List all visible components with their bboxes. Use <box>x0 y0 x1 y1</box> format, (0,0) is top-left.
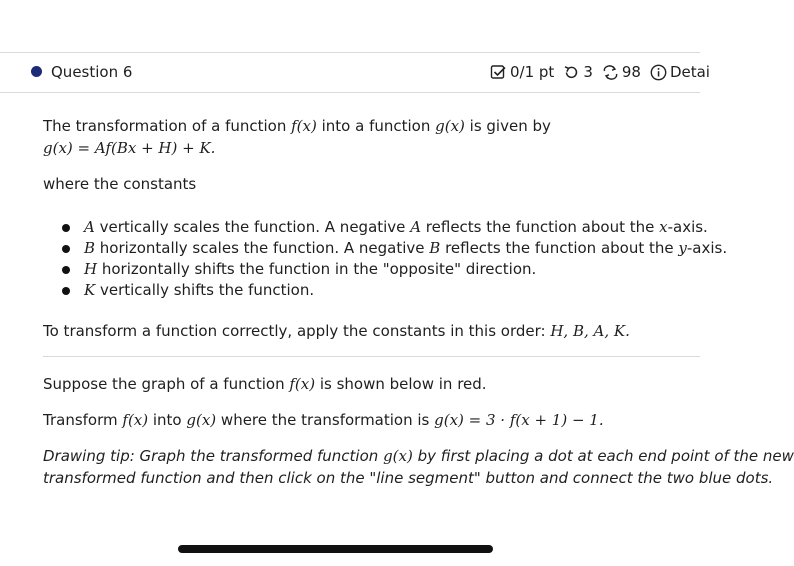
bullet-a-text-a: vertically scales the function. A negative <box>94 218 411 236</box>
problem-line-1 <box>43 374 487 395</box>
problem-text-a: Suppose the graph of a function <box>43 375 290 393</box>
bullet-dot-b <box>62 245 70 253</box>
order-sequence: H, B, A, K. <box>550 322 630 340</box>
bullet-k-text: vertically shifts the function. <box>95 281 315 299</box>
attempts-icon <box>602 64 619 81</box>
bullet-a-symbol-2: A <box>410 218 422 236</box>
bullet-k-symbol: K <box>84 281 96 299</box>
intro-text-a: The transformation of a function <box>43 117 292 135</box>
home-indicator[interactable] <box>178 545 493 553</box>
top-divider <box>0 52 700 53</box>
bullet-a-text-c: -axis. <box>667 218 708 236</box>
section-divider <box>43 356 700 357</box>
problem2-gx: g(x) <box>186 411 217 429</box>
intro-text-b: into a function <box>316 117 436 135</box>
problem2-fx: f(x) <box>122 411 149 429</box>
info-icon <box>650 64 667 81</box>
problem-text-b: is shown below in red. <box>315 375 487 393</box>
bullet-dot-a <box>62 224 70 232</box>
bullet-h-symbol: H <box>84 260 98 278</box>
problem-line-2 <box>43 410 604 431</box>
bullet-b-symbol: B <box>84 239 96 257</box>
score-group <box>490 62 554 82</box>
intro-gx: g(x) <box>435 117 465 135</box>
problem2-text-c: where the transformation is <box>216 411 435 429</box>
question-meta <box>490 62 710 82</box>
bullet-k <box>84 280 314 301</box>
retries-count: 3 <box>583 63 593 81</box>
bullet-b-text-c: -axis. <box>686 239 728 257</box>
bullet-b <box>84 238 727 259</box>
intro-line-1 <box>43 116 551 137</box>
intro-formula: g(x) = Af(Bx + H) + K. <box>43 139 216 157</box>
drawing-tip-line-1 <box>43 446 794 467</box>
bullet-dot-h <box>62 266 70 274</box>
intro-text-c: is given by <box>464 117 551 135</box>
bullet-dot-k <box>62 287 70 295</box>
retry-icon <box>563 64 580 81</box>
bullet-a <box>84 217 708 238</box>
problem2-formula: g(x) = 3 · f(x + 1) − 1. <box>434 411 604 429</box>
bullet-b-axis: y <box>678 239 687 257</box>
bullet-a-text-b: reflects the function about the <box>421 218 660 236</box>
checkbox-icon <box>490 64 507 81</box>
bullet-a-symbol: A <box>84 218 95 236</box>
bullet-h <box>84 259 536 280</box>
tip-text-b: by first placing a dot at each end point of the new <box>412 447 794 465</box>
problem2-text-a: Transform <box>43 411 123 429</box>
problem2-text-b: into <box>148 411 187 429</box>
drawing-tip-line-2: transformed function and then click on the "line segment" button and connect the two blue dots. <box>43 469 774 487</box>
header-divider <box>0 92 700 93</box>
details-button[interactable] <box>650 62 710 82</box>
tip-text-a: Drawing tip: Graph the transformed function <box>43 447 384 465</box>
retries-group <box>563 62 593 82</box>
details-label: Detai <box>669 63 710 81</box>
question-dot <box>31 66 42 77</box>
order-text: To transform a function correctly, apply the constants in this order: <box>43 322 551 340</box>
attempts-count: 98 <box>621 63 641 81</box>
bullet-a-axis: x <box>659 218 668 236</box>
intro-fx: f(x) <box>291 117 317 135</box>
attempts-group <box>602 62 641 82</box>
bullet-b-symbol-2: B <box>429 239 441 257</box>
constants-intro: where the constants <box>43 175 197 193</box>
question-title: Question 6 <box>51 63 133 81</box>
bullet-h-text: horizontally shifts the function in the "opposite" direction. <box>97 260 537 278</box>
problem-fx: f(x) <box>289 375 316 393</box>
order-line <box>43 321 630 342</box>
bullet-b-text-a: horizontally scales the function. A negative <box>95 239 430 257</box>
bullet-b-text-b: reflects the function about the <box>440 239 679 257</box>
score-text: 0/1 pt <box>510 63 555 81</box>
tip-gx: g(x) <box>383 447 413 465</box>
